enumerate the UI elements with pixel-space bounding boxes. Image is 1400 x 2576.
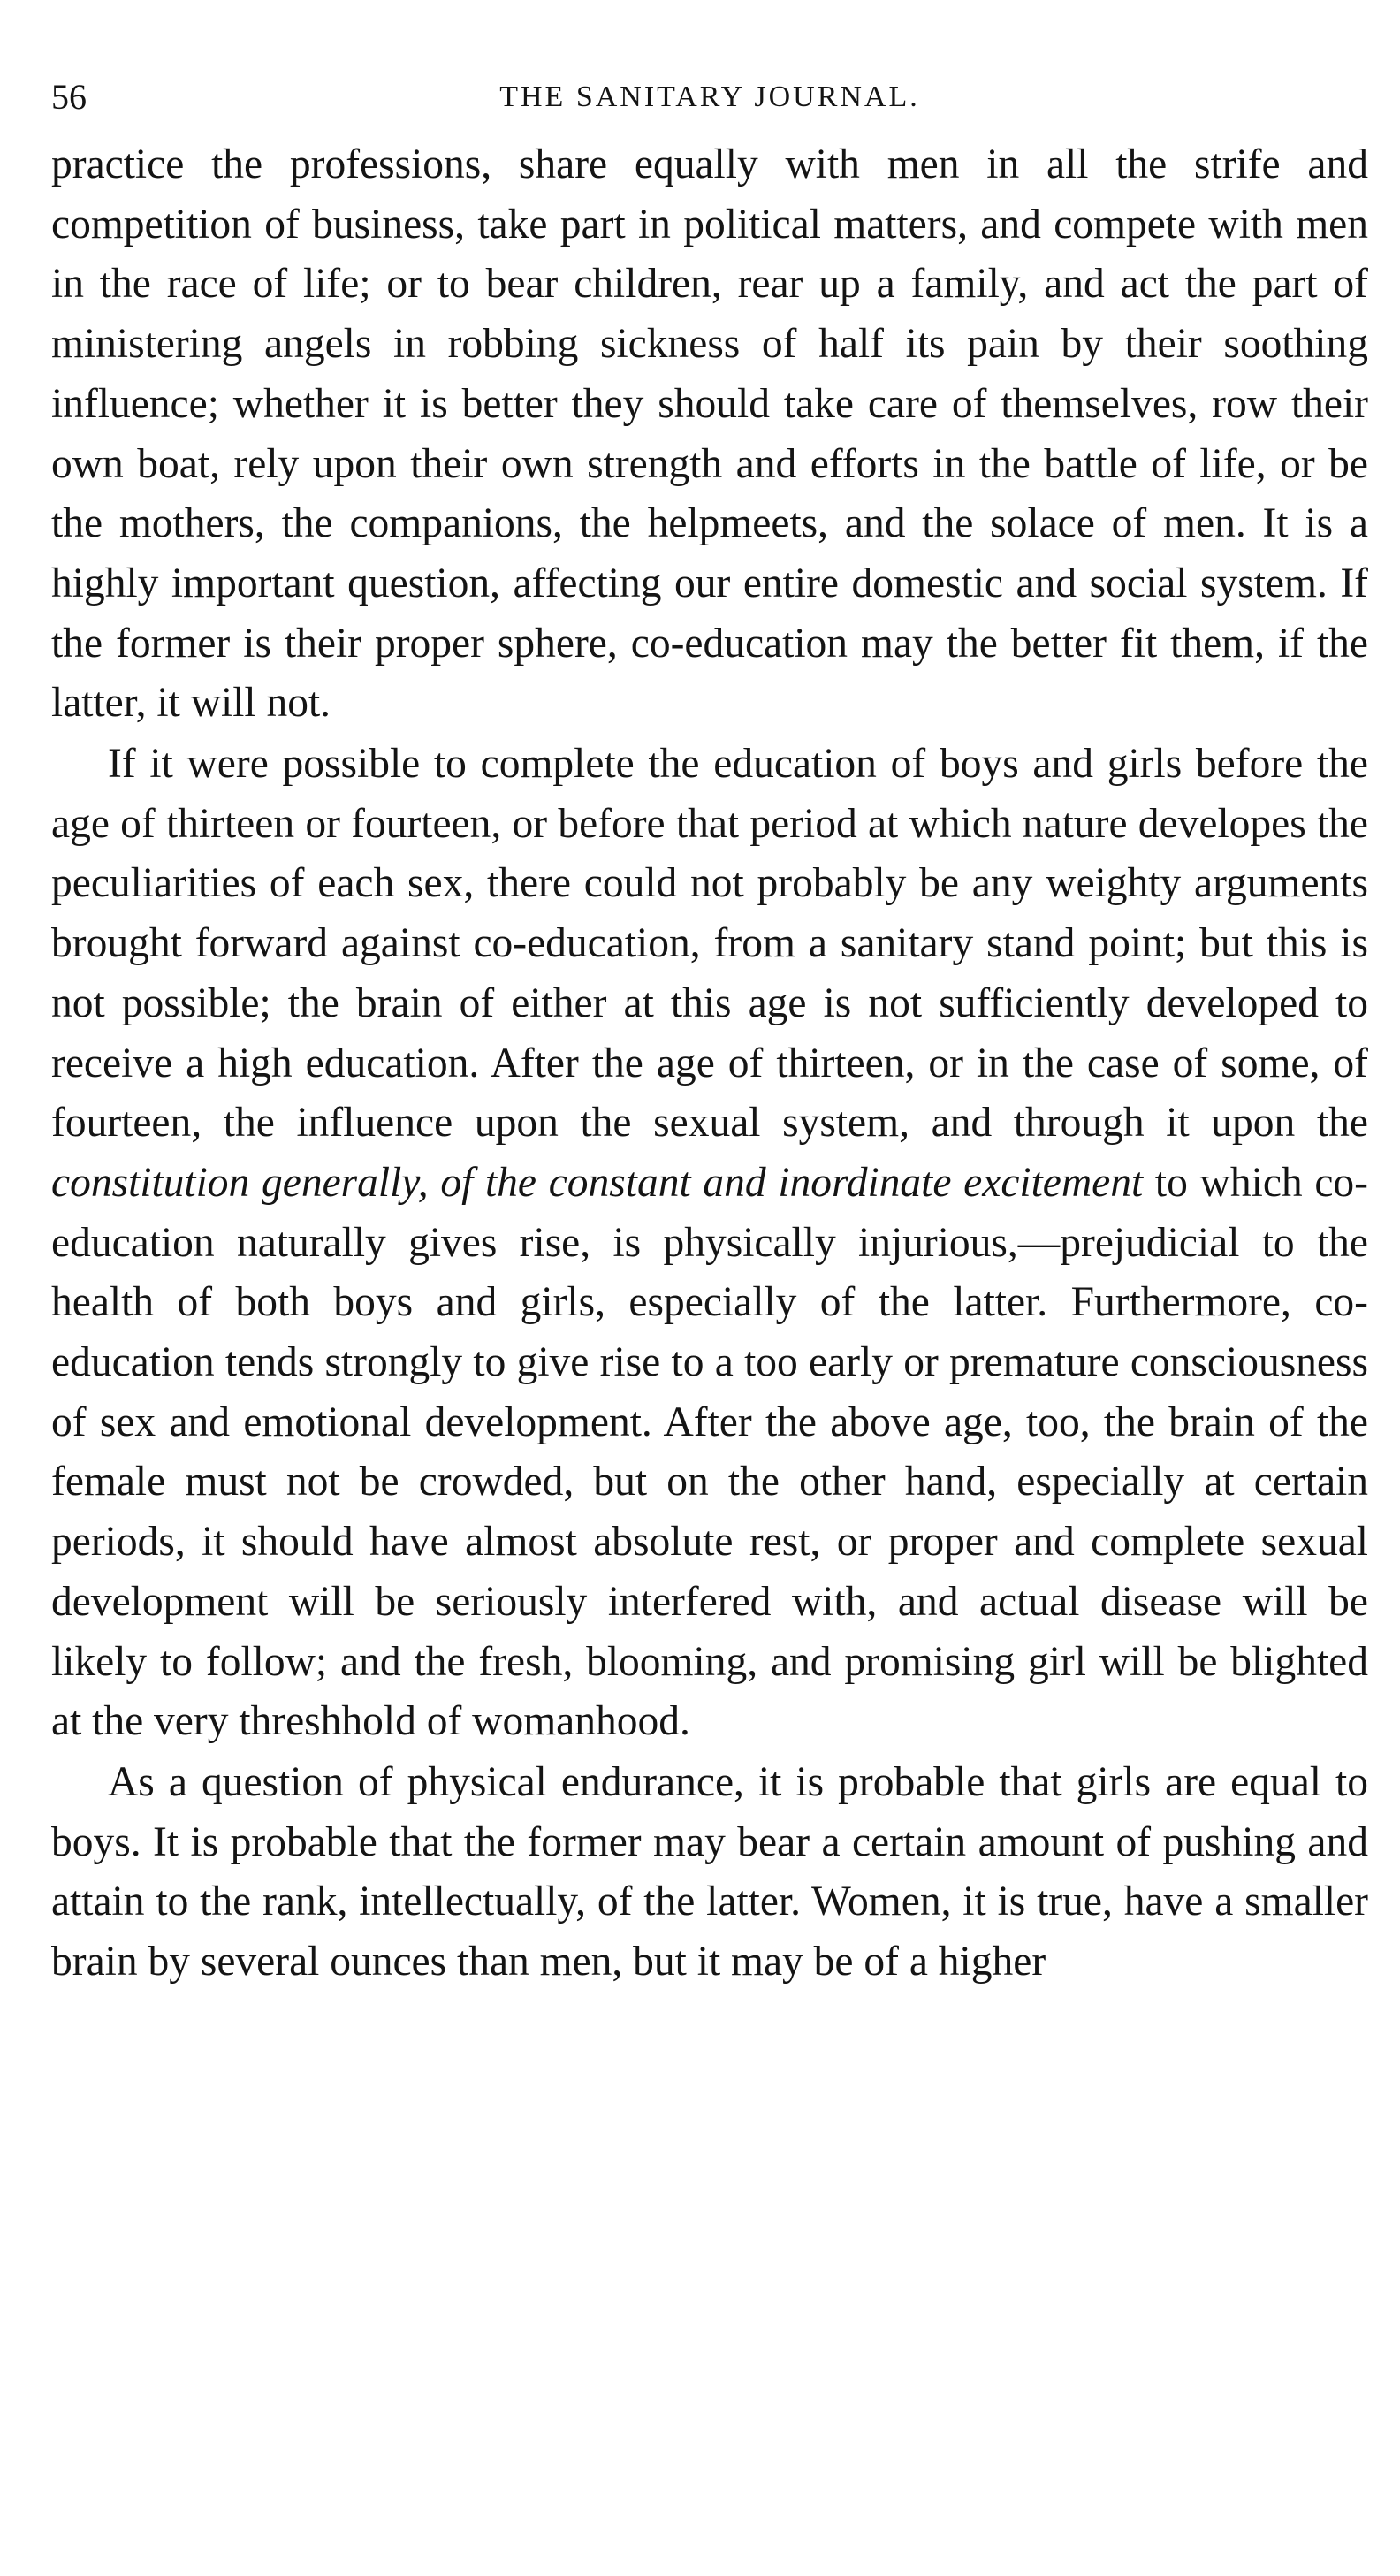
paragraph-2-text-end: to which co-education naturally gives rise, is physically injurious,—prejudicial to the health of both boys and girls, especially of the latter. Furthermore, co-education tends strongly to give rise to a too early or premature consciousness of sex and emotional development. After the above age, too, the brain of the female must not be crowded, but on the other hand, especially at certain periods, it should have almost absolute rest, or proper and complete sexual development will be seriously interfered with, and actual disease will be likely to follow; and the fresh, blooming, and promising girl will be blighted at the very threshhold of womanhood. bbox=[51, 1159, 1368, 1745]
page-number: 56 bbox=[51, 77, 87, 117]
paragraph-2 bbox=[51, 735, 1368, 1752]
journal-title: THE SANITARY JOURNAL. bbox=[499, 80, 920, 113]
paragraph-2-text-start: If it were possible to complete the education of boys and girls before the age of thirteen or fourteen, or before that period at which nature developes the peculiarities of each sex, there could not probably be any weighty arguments brought forward against co-education, from a sanitary stand point; but this is not possible; the brain of either at this age is not sufficiently developed to receive a high education. After the age of thirteen, or in the case of some, of fourteen, the influence upon the sexual system, and through it upon the bbox=[51, 741, 1368, 1147]
body-text bbox=[51, 135, 1368, 1993]
paragraph-1: practice the professions, share equally with men in all the strife and competition of business, take part in political matters, and compete with men in the race of life; or to bear children, rear up a family, and act the part of ministering angels in robbing sickness of half its pain by their soothing influence; whether it is better they should take care of themselves, row their own boat, rely upon their own strength and efforts in the battle of life, or be the mothers, the companions, the helpmeets, and the solace of men. It is a highly important question, affecting our entire domestic and social system. If the former is their proper sphere, co-education may the better fit them, if the latter, it will not. bbox=[51, 141, 1368, 727]
paragraph-3: As a question of physical endurance, it is probable that girls are equal to boys. It is probable that the former may bear a certain amount of pushing and attain to the rank, intellectually, of the latter. Women, it is true, have a smaller brain by several ounces than men, but it may be of a higher bbox=[51, 1758, 1368, 1985]
document-page bbox=[51, 66, 1368, 1993]
running-head bbox=[51, 66, 1368, 128]
paragraph-2-italic-phrase: constitution generally, of the constant and inordinate excitement bbox=[51, 1159, 1144, 1206]
